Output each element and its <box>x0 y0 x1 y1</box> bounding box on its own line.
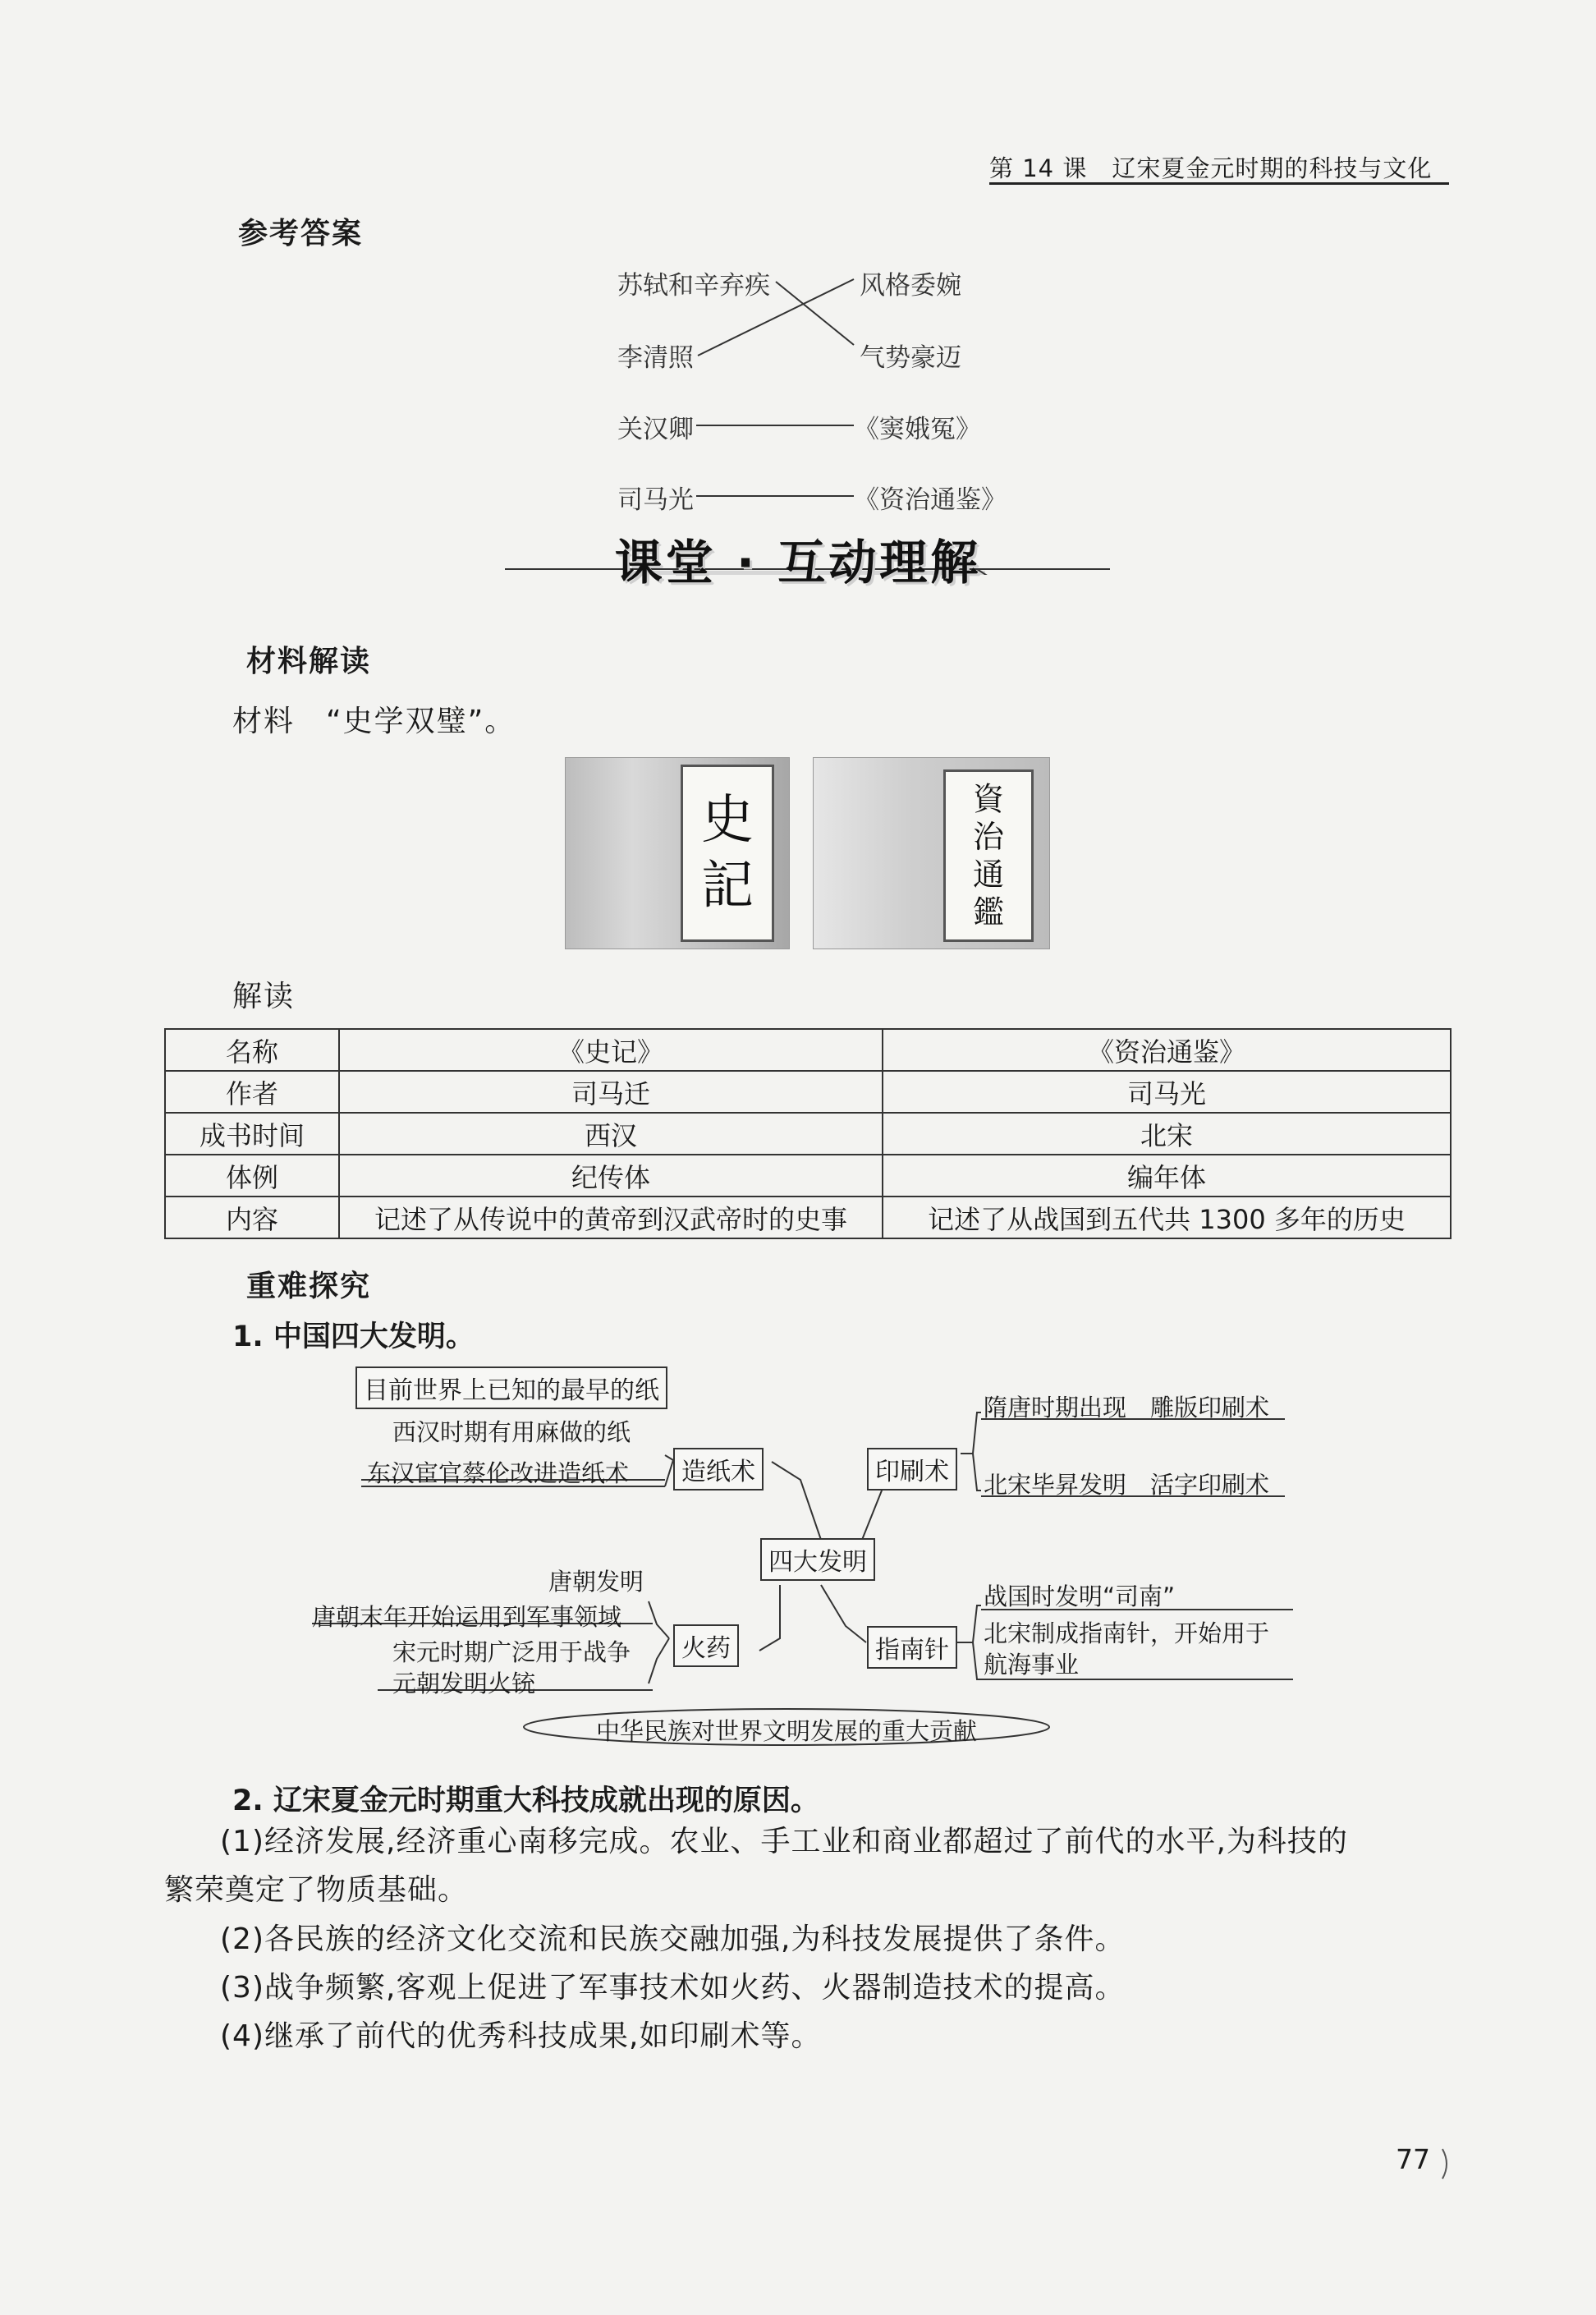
paper-callout: 目前世界上已知的最早的纸 <box>355 1366 667 1409</box>
paper-node: 造纸术 <box>673 1448 764 1491</box>
page-number: 77 <box>1396 2143 1430 2175</box>
match-line-1 <box>776 282 854 345</box>
row-head: 名称 <box>165 1029 339 1071</box>
zztj-book-image <box>813 757 1050 949</box>
gunpowder-item-4: 元朝发明火铳 <box>392 1670 536 1697</box>
question-1: 1. 中国四大发明。 <box>232 1321 475 1353</box>
link-gunpowder-top <box>649 1601 669 1638</box>
compass-item-3: 航海事业 <box>984 1651 1080 1679</box>
match-right-3: 《窦娥冤》 <box>854 415 981 444</box>
history-books-table <box>164 1028 1452 1239</box>
question-2: 2. 辽宋夏金元时期重大科技成就出现的原因。 <box>232 1784 819 1817</box>
reason-3: (3)战争频繁,客观上促进了军事技术如火药、火器制造技术的提高。 <box>220 1971 1126 2005</box>
link-gunpowder-bottom <box>649 1638 669 1683</box>
material-line: 材料 “史学双璧”。 <box>232 705 516 738</box>
cell-zztj: 《资治通鉴》 <box>883 1029 1451 1071</box>
match-lines <box>0 0 1596 575</box>
banner-title: 课堂 · 互动理解 <box>614 535 982 590</box>
link-paper-items <box>665 1455 673 1486</box>
shiji-char-1: 史 <box>701 790 754 851</box>
cell-shiji: 西汉 <box>339 1113 883 1155</box>
row-head: 作者 <box>165 1071 339 1113</box>
cell-zztj: 编年体 <box>883 1155 1451 1197</box>
reading-label: 解读 <box>232 980 296 1013</box>
zztj-cover-label <box>943 769 1034 942</box>
match-right-1: 风格委婉 <box>860 271 961 301</box>
table-row <box>165 1197 1451 1238</box>
printing-node: 印刷术 <box>867 1448 957 1491</box>
page-number-bracket <box>1441 2147 1452 2180</box>
compass-item-1: 战国时发明“司南” <box>984 1582 1176 1610</box>
cell-shiji: 司马迁 <box>339 1071 883 1113</box>
table-row <box>165 1155 1451 1197</box>
cell-shiji: 纪传体 <box>339 1155 883 1197</box>
match-left-2: 李清照 <box>617 343 694 373</box>
shiji-char-2: 記 <box>701 856 754 916</box>
match-left-4: 司马光 <box>617 485 694 515</box>
row-head: 体例 <box>165 1155 339 1197</box>
compass-node: 指南针 <box>867 1626 957 1669</box>
match-right-2: 气势豪迈 <box>860 343 961 373</box>
compass-item-2: 北宋制成指南针，开始用于 <box>984 1619 1270 1647</box>
gunpowder-item-2: 唐朝末年开始运用到军事领域 <box>312 1603 622 1631</box>
material-heading: 材料解读 <box>246 645 372 678</box>
reason-1-line-2: 繁荣奠定了物质基础。 <box>164 1873 469 1907</box>
link-printing-bottom <box>961 1454 981 1491</box>
mindmap-footer: 中华民族对世界文明发展的重大贡献 <box>595 1717 977 1745</box>
link-compass <box>821 1585 866 1642</box>
zztj-char-2: 治 <box>972 819 1004 855</box>
gunpowder-item-1: 唐朝发明 <box>548 1568 644 1596</box>
running-header: 第 14 课 辽宋夏金元时期的科技与文化 <box>989 154 1433 182</box>
cell-zztj: 记述了从战国到五代共 1300 多年的历史 <box>883 1197 1451 1238</box>
link-gunpowder <box>759 1585 780 1651</box>
match-left-1: 苏轼和辛弃疾 <box>617 271 770 301</box>
cell-zztj: 司马光 <box>883 1071 1451 1113</box>
match-left-3: 关汉卿 <box>617 415 694 444</box>
paper-item-2: 东汉宦官蔡伦改进造纸术 <box>367 1459 630 1487</box>
printing-item-2: 北宋毕昇发明 活字印刷术 <box>984 1471 1270 1499</box>
reason-2: (2)各民族的经济文化交流和民族交融加强,为科技发展提供了条件。 <box>220 1922 1126 1956</box>
mindmap-center: 四大发明 <box>760 1538 875 1581</box>
reason-4: (4)继承了前代的优秀科技成果,如印刷术等。 <box>220 2019 822 2053</box>
zztj-char-1: 資 <box>972 781 1004 817</box>
shiji-cover-label <box>681 765 774 942</box>
zztj-char-4: 鑑 <box>972 894 1004 930</box>
link-printing-top <box>961 1412 981 1454</box>
cell-shiji: 《史记》 <box>339 1029 883 1071</box>
gunpowder-item-3: 宋元时期广泛用于战争 <box>392 1638 631 1666</box>
paper-item-1: 西汉时期有用麻做的纸 <box>392 1418 631 1446</box>
row-head: 内容 <box>165 1197 339 1238</box>
match-right-4: 《资治通鉴》 <box>854 485 1007 515</box>
table-row <box>165 1029 1451 1071</box>
row-head: 成书时间 <box>165 1113 339 1155</box>
match-line-2 <box>698 279 854 356</box>
zztj-char-3: 通 <box>972 857 1004 893</box>
reason-1-line-1: (1)经济发展,经济重心南移完成。农业、手工业和商业都超过了前代的水平,为科技的 <box>220 1825 1348 1858</box>
gunpowder-node: 火药 <box>673 1624 739 1667</box>
printing-item-1: 隋唐时期出现 雕版印刷术 <box>984 1394 1270 1422</box>
answers-title: 参考答案 <box>238 217 364 250</box>
cell-shiji: 记述了从传说中的黄帝到汉武帝时的史事 <box>339 1197 883 1238</box>
table-row <box>165 1113 1451 1155</box>
cell-zztj: 北宋 <box>883 1113 1451 1155</box>
link-paper <box>772 1462 821 1540</box>
table-row <box>165 1071 1451 1113</box>
difficulty-heading: 重难探究 <box>246 1270 372 1303</box>
shiji-book-image <box>565 757 790 949</box>
